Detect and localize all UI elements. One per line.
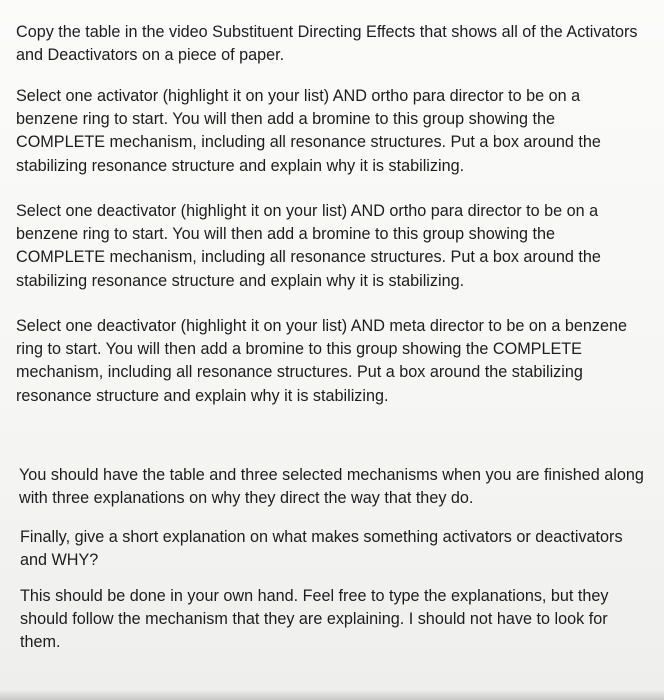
instruction-activator-ortho-para: Select one activator (highlight it on your list) AND ortho para director to be on a benzene ring to start. You will then add a bromine to this group showing the COMPLETE mechanism, including all resonance structures. Put a box around the stabilizing resonance structure and explain why it is stabilizing. bbox=[16, 87, 601, 175]
instruction-own-hand: This should be done in your own hand. Feel free to type the explanations, but they should follow the mechanism that they are explaining. I should not have to look for them. bbox=[20, 587, 609, 652]
instruction-deliverables: You should have the table and three selected mechanisms when you are finished along with three explanations on why they direct the way that they do. bbox=[19, 466, 644, 508]
instruction-deactivator-ortho-para: Select one deactivator (highlight it on your list) AND ortho para director to be on a benzene ring to start. You will then add a bromine to this group showing the COMPLETE mechanism, including all resonance structures. Put a box around the stabilizing resonance structure and explain why it is stabilizing. bbox=[16, 202, 601, 290]
instruction-final-explanation: Finally, give a short explanation on what makes something activators or deactivators and WHY? bbox=[20, 528, 623, 570]
instruction-deactivator-meta: Select one deactivator (highlight it on your list) AND meta director to be on a benzene ring to start. You will then add a bromine to this group showing the COMPLETE mechanism, including all resonance structures. Put a box around the stabilizing resonance structure and explain why it is stabilizing. bbox=[16, 317, 627, 405]
instruction-copy-table: Copy the table in the video Substituent Directing Effects that shows all of the Activators and Deactivators on a piece of paper. bbox=[16, 23, 638, 65]
